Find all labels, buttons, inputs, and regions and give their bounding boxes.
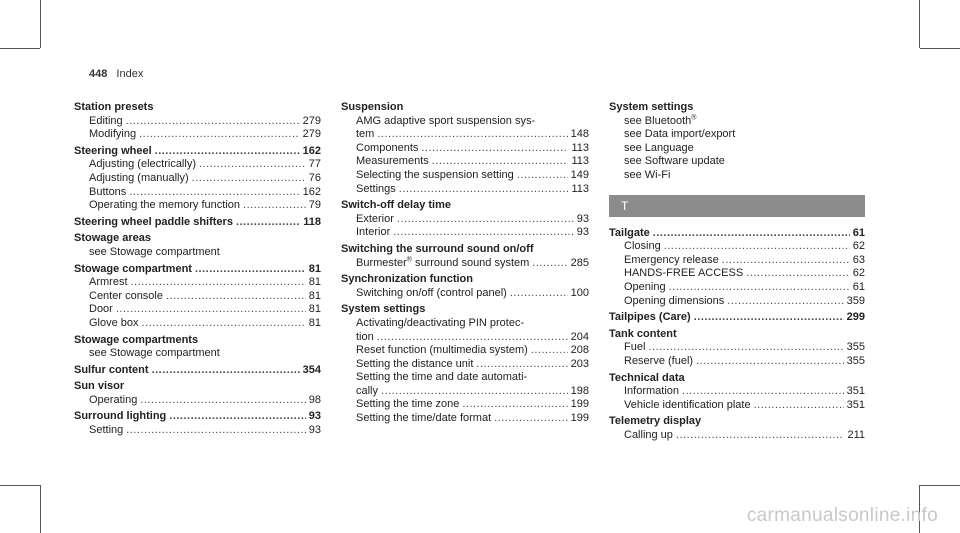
entry-label: Sulfur content	[74, 363, 149, 376]
entry-label: Burmester® surround sound system	[356, 255, 530, 269]
page-ref: 354	[302, 363, 321, 376]
page-ref: 93	[576, 212, 589, 225]
index-heading	[341, 243, 589, 257]
leader-dots	[381, 385, 568, 399]
page-ref: 61	[852, 226, 865, 239]
leader-dots	[192, 172, 306, 186]
leader-dots	[152, 364, 300, 378]
leader-dots	[676, 429, 845, 443]
entry-label: System settings	[609, 101, 694, 113]
leader-dots	[393, 226, 574, 240]
entry-label: Sun visor	[74, 380, 125, 393]
entry-label: Components	[356, 141, 419, 154]
entry-label: Settings	[356, 182, 396, 195]
leader-dots	[531, 344, 568, 358]
entry-label: Closing	[624, 240, 661, 253]
leader-dots	[199, 158, 306, 172]
leader-dots	[155, 145, 300, 159]
index-subentry	[341, 412, 589, 426]
index-heading	[609, 328, 865, 342]
index-subentry	[74, 172, 321, 186]
page-ref: 199	[570, 412, 589, 425]
leader-dots	[166, 290, 306, 304]
page-ref: 93	[308, 410, 321, 423]
page-ref: 148	[570, 128, 589, 141]
entry-label: Steering wheel	[74, 144, 152, 157]
entry-label: Station presets	[74, 101, 154, 113]
entry-label: Stowage compartments	[74, 333, 199, 346]
leader-dots	[462, 398, 567, 412]
index-subentry	[341, 344, 589, 358]
leader-dots	[116, 303, 306, 317]
crop-mark	[40, 0, 41, 48]
entry-label: Steering wheel paddle shifters	[74, 215, 233, 228]
entry-label: see Bluetooth®	[624, 113, 697, 127]
index-subentry	[341, 155, 589, 169]
page-ref: 98	[308, 393, 321, 406]
page-ref: 198	[570, 384, 589, 397]
leader-dots	[236, 216, 300, 230]
index-reference	[341, 317, 589, 331]
leader-dots	[746, 267, 850, 281]
page-title: Index	[116, 68, 144, 80]
entry-label: Calling up	[624, 428, 673, 441]
page-ref: 79	[308, 199, 321, 212]
leader-dots	[653, 227, 850, 241]
index-subentry	[341, 169, 589, 183]
leader-dots	[195, 263, 306, 277]
crop-mark	[920, 48, 960, 49]
index-subentry	[341, 358, 589, 372]
entry-label: tion	[356, 330, 374, 343]
crop-mark	[40, 485, 41, 533]
page-ref: 62	[852, 240, 865, 253]
entry-label: Armrest	[89, 276, 128, 289]
entry-label: Synchronization function	[341, 273, 473, 286]
entry-label: Buttons	[89, 185, 127, 198]
entry-label: cally	[356, 384, 379, 397]
page-header	[89, 68, 143, 80]
page-ref: 204	[570, 330, 589, 343]
index-heading	[74, 334, 321, 348]
entry-label: see Software update	[624, 155, 725, 168]
leader-dots	[754, 399, 844, 413]
page-ref: 113	[571, 182, 589, 195]
leader-dots	[432, 155, 569, 169]
entry-label: Operating the memory function	[89, 199, 241, 212]
index-subentry	[609, 267, 865, 281]
page-ref: 113	[571, 155, 589, 168]
page-ref: 279	[302, 128, 321, 141]
page-ref: 93	[308, 424, 321, 437]
entry-label: Opening dimensions	[624, 294, 725, 307]
page-ref: 355	[846, 341, 865, 354]
index-reference	[609, 155, 865, 169]
leader-dots	[669, 281, 850, 295]
index-subentry	[341, 398, 589, 412]
leader-dots	[169, 410, 305, 424]
index-subentry	[609, 295, 865, 309]
entry-label: Center console	[89, 289, 163, 302]
entry-label: Interior	[356, 226, 391, 239]
index-heading	[74, 410, 321, 424]
page-ref: 351	[846, 398, 865, 411]
page-ref: 77	[308, 158, 321, 171]
index-heading	[341, 273, 589, 287]
page-ref: 76	[308, 171, 321, 184]
leader-dots	[664, 240, 850, 254]
index-subentry	[74, 186, 321, 200]
page-ref: 118	[303, 215, 321, 228]
leader-dots	[397, 213, 574, 227]
index-heading	[609, 101, 865, 115]
page-ref: 211	[847, 428, 865, 441]
leader-dots	[126, 115, 300, 129]
leader-dots	[696, 355, 844, 369]
entry-label: Tank content	[609, 327, 677, 340]
entry-label: Switch-off delay time	[341, 199, 452, 212]
index-subentry	[341, 128, 589, 142]
leader-dots	[142, 317, 306, 331]
index-subentry	[74, 199, 321, 213]
index-heading	[74, 232, 321, 246]
page-ref: 203	[570, 357, 589, 370]
section-letter: T	[609, 195, 865, 217]
index-heading	[341, 199, 589, 213]
index-heading	[341, 101, 589, 115]
leader-dots	[126, 424, 306, 438]
page-ref: 93	[576, 226, 589, 239]
index-reference	[341, 371, 589, 385]
entry-label: see Language	[624, 141, 694, 154]
entry-label: HANDS-FREE ACCESS	[624, 267, 744, 280]
index-subentry	[609, 429, 865, 443]
index-reference	[609, 115, 865, 129]
entry-label: Setting the distance unit	[356, 357, 474, 370]
entry-label: Setting the time and date automati-	[356, 371, 528, 384]
page-ref: 81	[308, 289, 321, 302]
entry-label: Door	[89, 303, 113, 316]
entry-label: Tailpipes (Care)	[609, 311, 691, 324]
entry-label: Reset function (multimedia system)	[356, 344, 528, 357]
index-heading	[609, 227, 865, 241]
entry-label: Reserve (fuel)	[624, 354, 694, 367]
crop-mark	[919, 0, 920, 48]
leader-dots	[243, 199, 306, 213]
index-subentry	[74, 158, 321, 172]
page-ref: 355	[846, 354, 865, 367]
entry-label: Opening	[624, 280, 666, 293]
page-ref: 199	[570, 398, 589, 411]
index-heading	[609, 415, 865, 429]
index-reference	[74, 246, 321, 260]
entry-label: Adjusting (manually)	[89, 171, 189, 184]
leader-dots	[377, 331, 568, 345]
index-heading	[74, 380, 321, 394]
leader-dots	[377, 128, 567, 142]
entry-label: see Wi-Fi	[624, 168, 671, 181]
leader-dots	[399, 183, 569, 197]
index-reference	[341, 115, 589, 129]
page-ref: 61	[852, 280, 865, 293]
index-subentry	[74, 303, 321, 317]
crop-mark	[0, 485, 40, 486]
index-subentry	[609, 281, 865, 295]
entry-label: Glove box	[89, 316, 139, 329]
index-heading	[74, 101, 321, 115]
entry-label: Information	[624, 385, 680, 398]
leader-dots	[682, 385, 844, 399]
entry-label: Telemetry display	[609, 415, 702, 428]
entry-label: Exterior	[356, 212, 394, 225]
leader-dots	[517, 169, 568, 183]
leader-dots	[532, 257, 567, 271]
index-subentry	[74, 424, 321, 438]
index-reference	[609, 128, 865, 142]
crop-mark	[0, 48, 40, 49]
index-subentry	[74, 128, 321, 142]
watermark: carmanualsonline.info	[746, 505, 938, 526]
index-subentry	[609, 254, 865, 268]
page-ref: 162	[302, 144, 321, 157]
page-ref: 351	[846, 385, 865, 398]
page-ref: 81	[308, 262, 321, 275]
entry-label: Emergency release	[624, 253, 719, 266]
entry-label: see Data import/export	[624, 128, 736, 141]
entry-label: Setting	[89, 424, 124, 437]
leader-dots	[421, 142, 568, 156]
index-subentry	[341, 226, 589, 240]
index-heading	[74, 364, 321, 378]
index-column-3	[609, 101, 865, 442]
index-subentry	[341, 142, 589, 156]
entry-label: System settings	[341, 303, 426, 316]
entry-label: Modifying	[89, 128, 137, 141]
index-reference	[609, 169, 865, 183]
index-subentry	[341, 183, 589, 197]
page-ref: 113	[571, 141, 589, 154]
page-ref: 81	[308, 303, 321, 316]
index-column-2	[341, 101, 589, 426]
page-ref: 208	[570, 344, 589, 357]
leader-dots	[494, 412, 568, 426]
entry-label: Technical data	[609, 371, 685, 384]
page-ref: 62	[852, 267, 865, 280]
leader-dots	[129, 186, 299, 200]
index-subentry	[341, 287, 589, 301]
entry-label: Measurements	[356, 155, 429, 168]
page-ref: 63	[852, 253, 865, 266]
index-subentry	[609, 240, 865, 254]
index-subentry	[74, 115, 321, 129]
entry-label: tem	[356, 128, 375, 141]
entry-label: see Stowage compartment	[89, 347, 220, 360]
index-heading	[74, 263, 321, 277]
leader-dots	[510, 287, 568, 301]
crop-mark	[920, 485, 960, 486]
index-subentry	[609, 399, 865, 413]
page-number: 448	[89, 68, 108, 80]
index-subentry	[609, 355, 865, 369]
index-subentry	[341, 385, 589, 399]
page-ref: 81	[308, 276, 321, 289]
index-heading	[74, 145, 321, 159]
page-ref: 285	[570, 256, 589, 269]
entry-label: Setting the time zone	[356, 398, 460, 411]
leader-dots	[476, 358, 567, 372]
entry-label: Suspension	[341, 101, 404, 113]
index-column-1	[74, 101, 321, 438]
index-subentry	[341, 257, 589, 271]
leader-dots	[722, 254, 850, 268]
entry-label: Switching the surround sound on/off	[341, 242, 534, 255]
index-reference	[74, 347, 321, 361]
index-heading	[341, 303, 589, 317]
entry-label: Activating/deactivating PIN protec-	[356, 316, 525, 329]
page-ref: 359	[846, 294, 865, 307]
index-subentry	[341, 213, 589, 227]
entry-label: Surround lighting	[74, 410, 167, 423]
index-subentry	[609, 385, 865, 399]
entry-label: Stowage areas	[74, 232, 152, 245]
page-ref: 81	[308, 316, 321, 329]
entry-label: Editing	[89, 114, 123, 127]
entry-label: Adjusting (electrically)	[89, 158, 196, 171]
leader-dots	[694, 311, 844, 325]
page-ref: 149	[570, 168, 589, 181]
entry-label: Setting the time/date format	[356, 412, 492, 425]
page-ref: 299	[846, 311, 865, 324]
index-subentry	[74, 276, 321, 290]
entry-label: Fuel	[624, 341, 646, 354]
page-ref: 100	[570, 286, 589, 299]
entry-label: see Stowage compartment	[89, 245, 220, 258]
leader-dots	[648, 341, 843, 355]
entry-label: Vehicle identification plate	[624, 398, 751, 411]
entry-label: Operating	[89, 393, 138, 406]
entry-label: Tailgate	[609, 226, 650, 239]
leader-dots	[131, 276, 306, 290]
index-subentry	[74, 290, 321, 304]
index-reference	[609, 142, 865, 156]
page-ref: 162	[302, 185, 321, 198]
leader-dots	[139, 128, 300, 142]
index-heading	[609, 311, 865, 325]
entry-label: AMG adaptive sport suspension sys-	[356, 114, 536, 127]
index-heading	[609, 372, 865, 386]
index-subentry	[341, 331, 589, 345]
index-heading	[74, 216, 321, 230]
leader-dots	[727, 295, 843, 309]
page-ref: 279	[302, 114, 321, 127]
index-subentry	[74, 394, 321, 408]
index-subentry	[609, 341, 865, 355]
index-subentry	[74, 317, 321, 331]
entry-label: Stowage compartment	[74, 262, 192, 275]
entry-label: Switching on/off (control panel)	[356, 286, 507, 299]
entry-label: Selecting the suspension setting	[356, 168, 514, 181]
leader-dots	[140, 394, 305, 408]
